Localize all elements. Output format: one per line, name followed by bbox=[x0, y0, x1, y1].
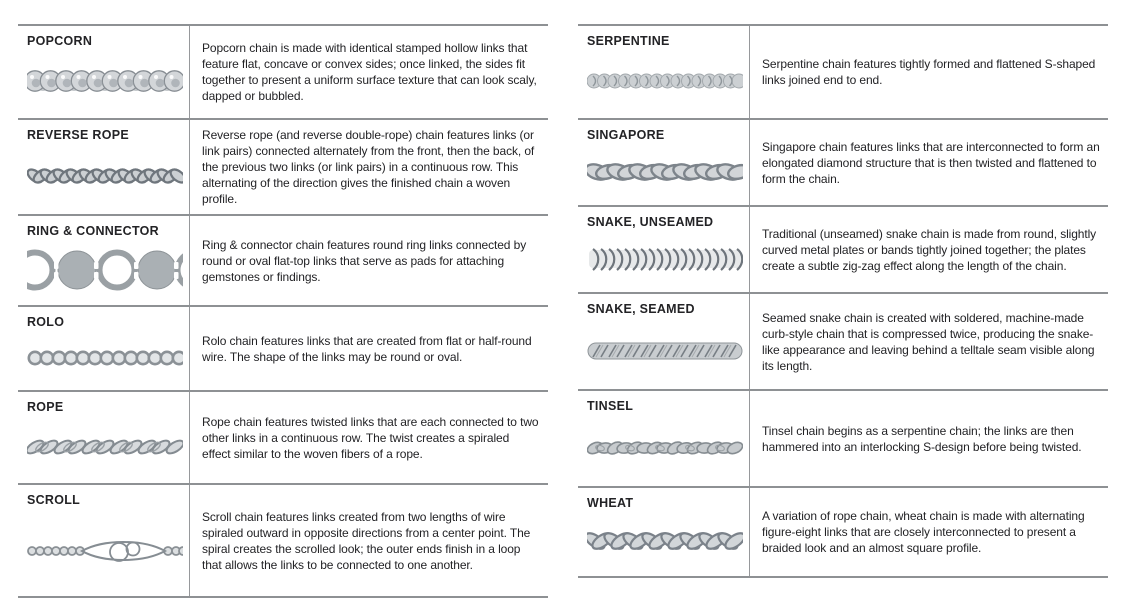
table-row-tinsel bbox=[578, 391, 1108, 488]
chain-name: ROPE bbox=[27, 399, 64, 414]
chain-description: Seamed snake chain is created with soldered, machine-made curb-style chain that is compressed twice, producing the snake-like appearance and leaving behind a telltale seam visible along its length. bbox=[762, 310, 1095, 373]
singapore-chain-image bbox=[587, 159, 743, 185]
name-cell bbox=[578, 207, 750, 292]
chain-name: TINSEL bbox=[587, 398, 634, 413]
chain-name: RING & CONNECTOR bbox=[27, 223, 159, 238]
desc-cell bbox=[750, 26, 1108, 118]
chain-name: SCROLL bbox=[27, 492, 81, 507]
table-row-snake-unseamed bbox=[578, 207, 1108, 294]
tinsel-chain-image bbox=[587, 437, 743, 459]
chain-description: Singapore chain features links that are interconnected to form an elongated diamond structure that is then twisted and flattened to form the chain. bbox=[762, 139, 1100, 186]
name-cell bbox=[578, 391, 750, 486]
rolo-chain-image bbox=[27, 348, 183, 368]
name-cell bbox=[18, 26, 190, 118]
desc-cell bbox=[190, 216, 548, 305]
scroll-chain-image bbox=[27, 534, 183, 566]
table-row-rolo bbox=[18, 307, 548, 392]
chain-description: Reverse rope (and reverse double-rope) chain features links (or link pairs) connected alternately from the front, then the back, of the previous two links (or link pairs) in a continuous row. This alternating of the direction gives the finished chain a woven profile. bbox=[202, 128, 535, 206]
table-row-reverse-rope bbox=[18, 120, 548, 216]
name-cell bbox=[18, 392, 190, 483]
table-row-wheat bbox=[578, 488, 1108, 578]
desc-cell bbox=[750, 488, 1108, 576]
chain-description: Ring & connector chain features round ring links connected by round or oval flat-top links that serve as pads for attaching gemstones or findings. bbox=[202, 237, 527, 284]
ring-and-connector-chain-image bbox=[27, 247, 183, 293]
chain-name: SNAKE, SEAMED bbox=[587, 301, 695, 316]
snake-seamed-chain-image bbox=[587, 340, 743, 362]
chain-description: A variation of rope chain, wheat chain is made with alternating figure-eight links that are closely interconnected to present a braided look and an almost square profile. bbox=[762, 509, 1085, 555]
serpentine-chain-image bbox=[587, 71, 743, 91]
name-cell bbox=[18, 485, 190, 596]
desc-cell bbox=[750, 120, 1108, 205]
table-row-singapore bbox=[578, 120, 1108, 207]
name-cell bbox=[18, 216, 190, 305]
chain-name: POPCORN bbox=[27, 33, 93, 48]
desc-cell bbox=[190, 26, 548, 118]
desc-cell bbox=[750, 391, 1108, 486]
chain-description: Rolo chain features links that are created from flat or half-round wire. The shape of the links may be round or oval. bbox=[202, 333, 532, 364]
desc-cell bbox=[190, 485, 548, 596]
name-cell bbox=[578, 294, 750, 389]
chain-description: Popcorn chain is made with identical stamped hollow links that feature flat, concave or convex sides; once linked, the sides fit together to present a uniform surface texture that can look scaly, dapped or bubbled. bbox=[202, 41, 537, 103]
table-row-ring-connector bbox=[18, 216, 548, 307]
chain-description: Tinsel chain begins as a serpentine chain; the links are then hammered into an interlocking S-design before being twisted. bbox=[762, 423, 1082, 454]
chain-description: Rope chain features twisted links that are each connected to two other links in a continuous row. The twist creates a spiraled effect similar to the woven fibers of a rope. bbox=[202, 414, 539, 461]
name-cell bbox=[578, 120, 750, 205]
table-row-snake-seamed bbox=[578, 294, 1108, 391]
chain-name: SINGAPORE bbox=[587, 127, 665, 142]
chain-description: Traditional (unseamed) snake chain is made from round, slightly curved metal plates or bands tightly joined together; the plates create a subtle zig-zag effect along the length of the chain. bbox=[762, 226, 1097, 273]
table-row-scroll bbox=[18, 485, 548, 598]
desc-cell bbox=[190, 392, 548, 483]
reverse-rope-chain-image bbox=[27, 164, 183, 188]
name-cell bbox=[578, 26, 750, 118]
name-cell bbox=[18, 120, 190, 214]
snake-unseamed-chain-image bbox=[587, 245, 743, 273]
chain-description: Serpentine chain features tightly formed and flattened S-shaped links joined end to end. bbox=[762, 57, 1096, 87]
table-row-serpentine bbox=[578, 26, 1108, 120]
desc-cell bbox=[190, 120, 548, 214]
chain-name: WHEAT bbox=[587, 495, 634, 510]
table-row-rope bbox=[18, 392, 548, 485]
chain-description: Scroll chain features links created from two lengths of wire spiraled outward in opposite directions from a center point. The spiral creates the scrolled look; the outer ends finish in a loop that allows the links to be connected to one another. bbox=[202, 509, 531, 572]
chain-table-left bbox=[18, 24, 548, 598]
rope-chain-image bbox=[27, 436, 183, 458]
wheat-chain-image bbox=[587, 527, 743, 555]
desc-cell bbox=[750, 207, 1108, 292]
desc-cell bbox=[190, 307, 548, 390]
table-row-popcorn bbox=[18, 26, 548, 120]
chain-name: REVERSE ROPE bbox=[27, 127, 129, 142]
desc-cell bbox=[750, 294, 1108, 389]
chain-name: ROLO bbox=[27, 314, 65, 329]
name-cell bbox=[578, 488, 750, 576]
name-cell bbox=[18, 307, 190, 390]
chain-table-right bbox=[578, 24, 1108, 578]
chain-name: SNAKE, UNSEAMED bbox=[587, 214, 714, 229]
chain-name: SERPENTINE bbox=[587, 33, 670, 48]
popcorn-chain-image bbox=[27, 68, 183, 94]
